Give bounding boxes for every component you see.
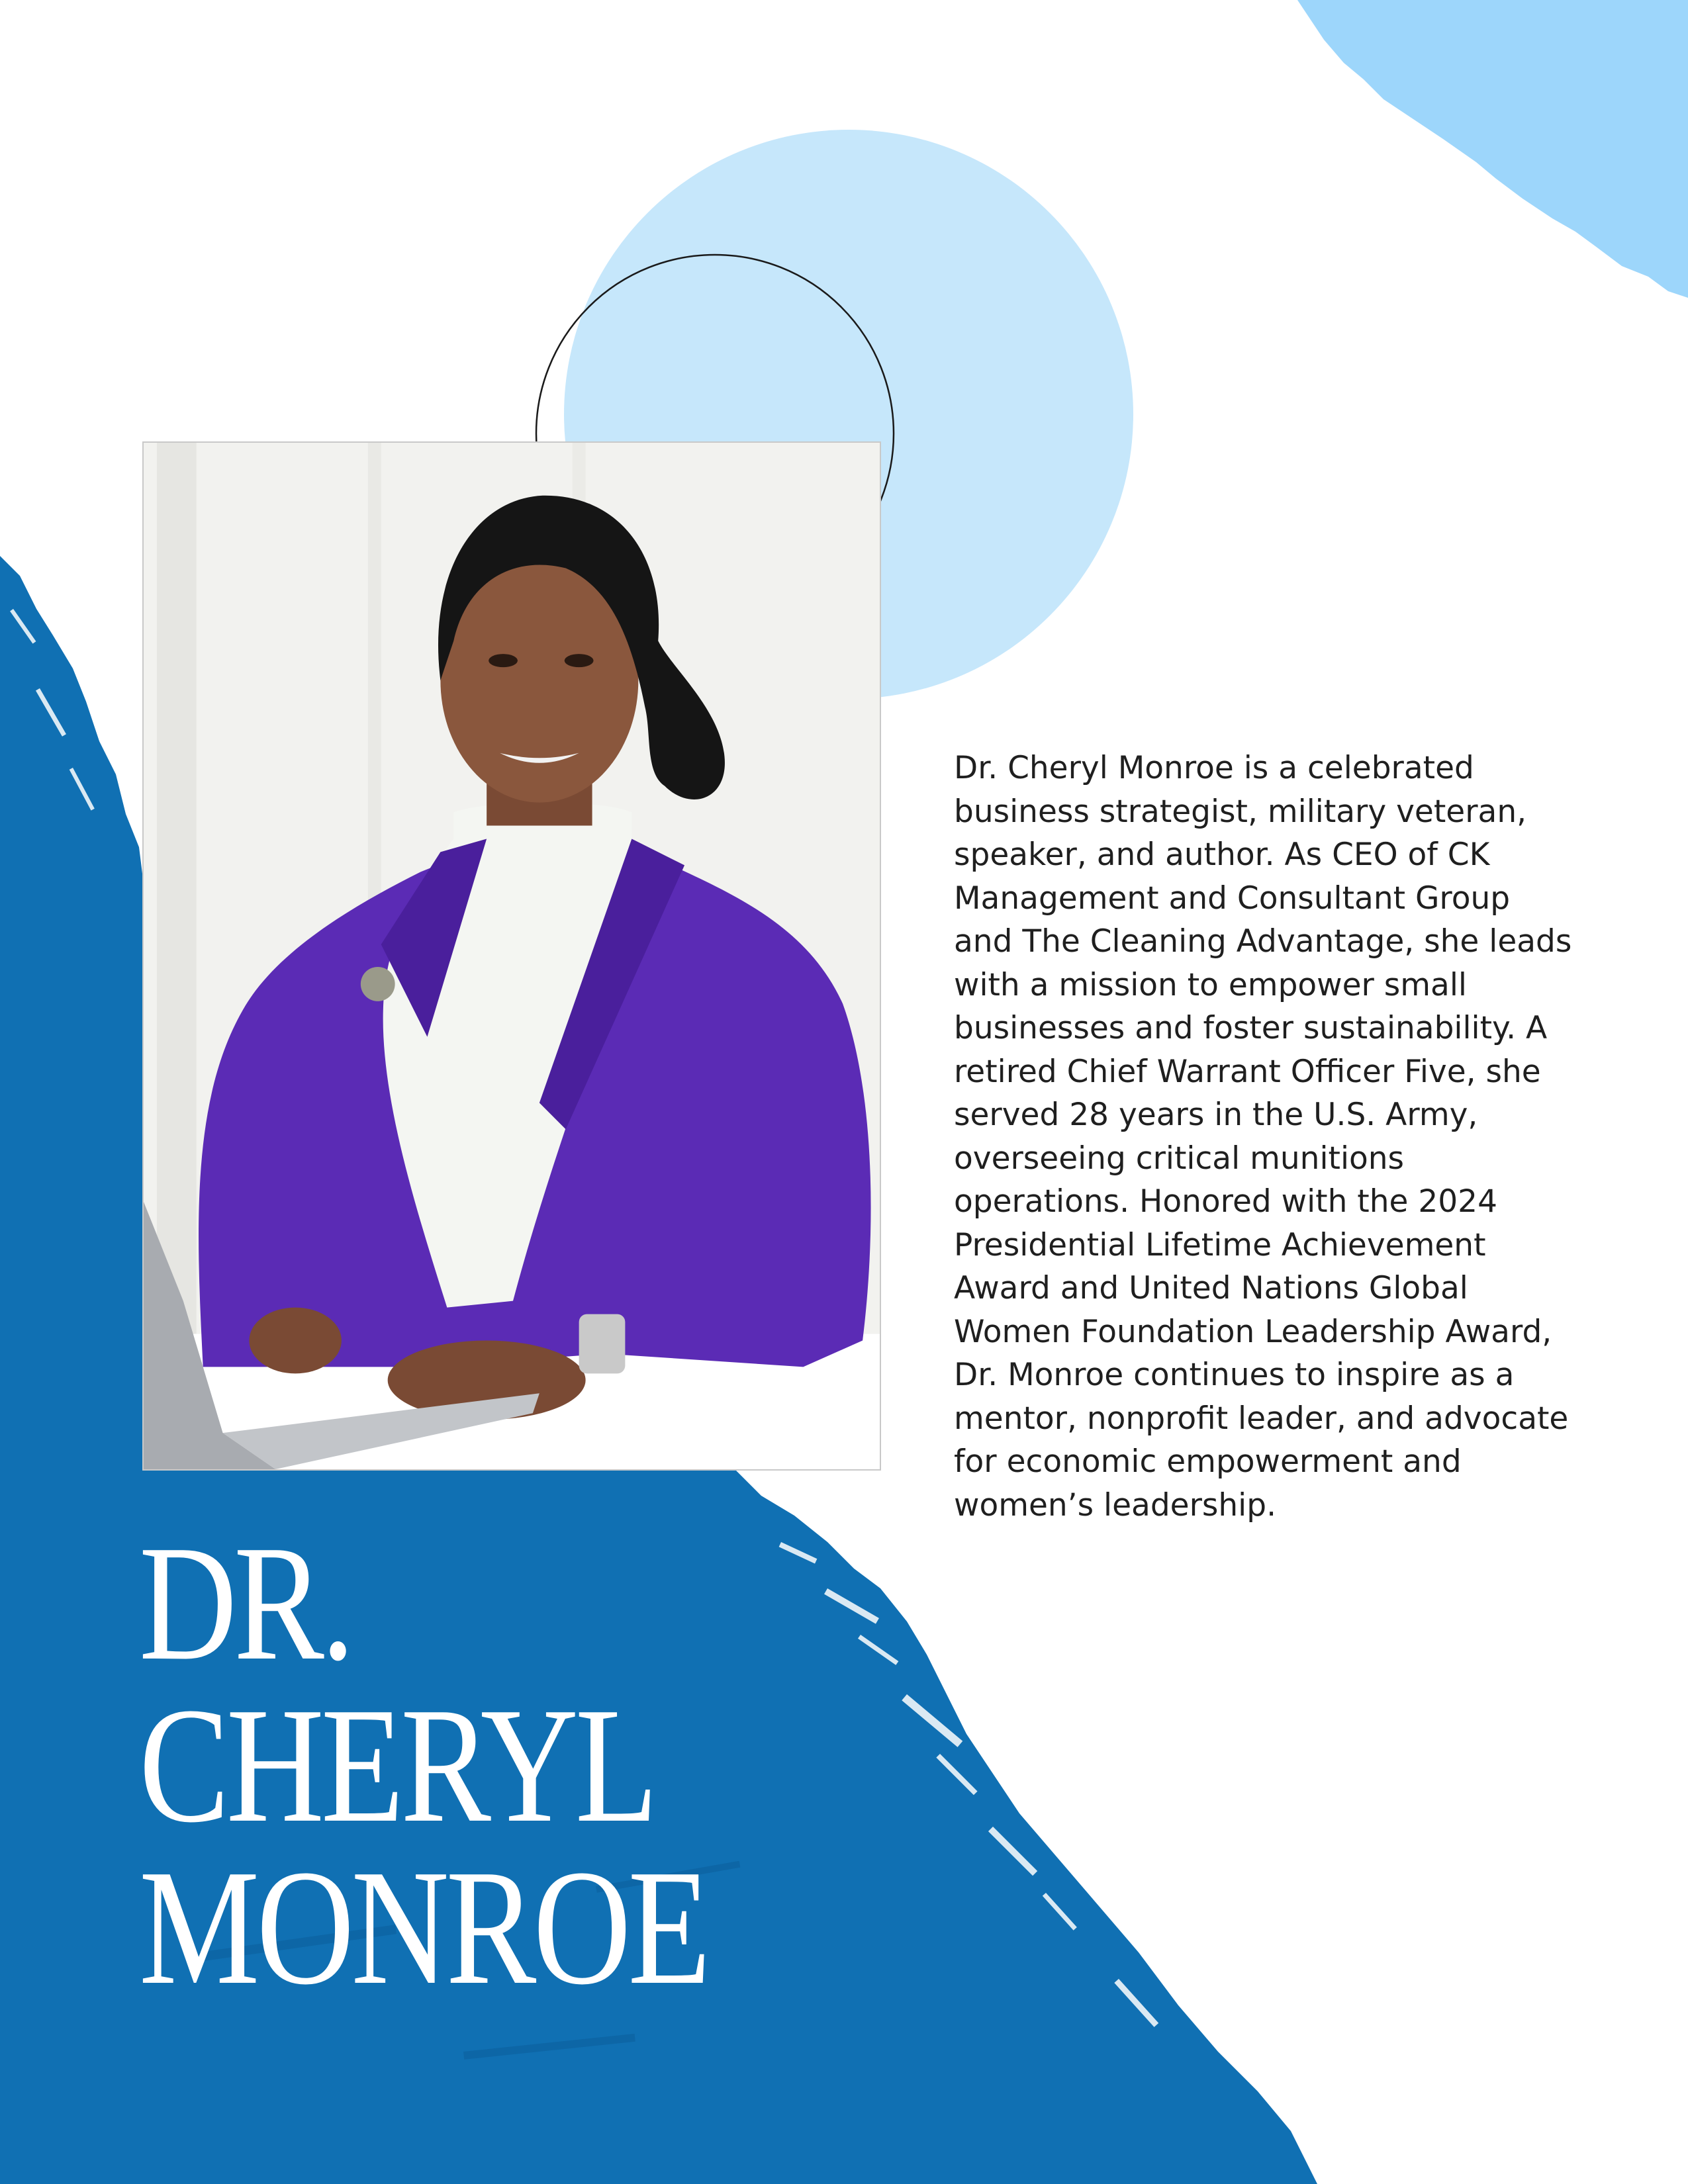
portrait-illustration	[144, 443, 880, 1469]
bio-paragraph: Dr. Cheryl Monroe is a celebrated business strategist, military veteran, speaker, and author. As CEO of CK Management and Consultant Group and The Cleaning Advantage, she leads with a mission to empower small businesses and foster sustainability. A retired Chief Warrant Officer Five, she served 28 years in the U.S. Army, overseeing critical munitions operations. Honored with the 2024 Presidential Lifetime Achievement Award and United Nations Global Women Foundation Leadership Award, Dr. Monroe continues to inspire as a mentor, nonprofit leader, and advocate for economic empowerment and women’s leadership.	[954, 750, 1572, 1524]
top-right-brush-stroke	[1297, 0, 1688, 298]
name-line-2: CHERYL	[139, 1674, 655, 1857]
name-line-3: MONROE	[139, 1836, 708, 2019]
portrait-photo	[142, 441, 881, 1471]
name-line-1: DR.	[139, 1512, 352, 1695]
name-heading	[139, 1512, 1066, 2019]
